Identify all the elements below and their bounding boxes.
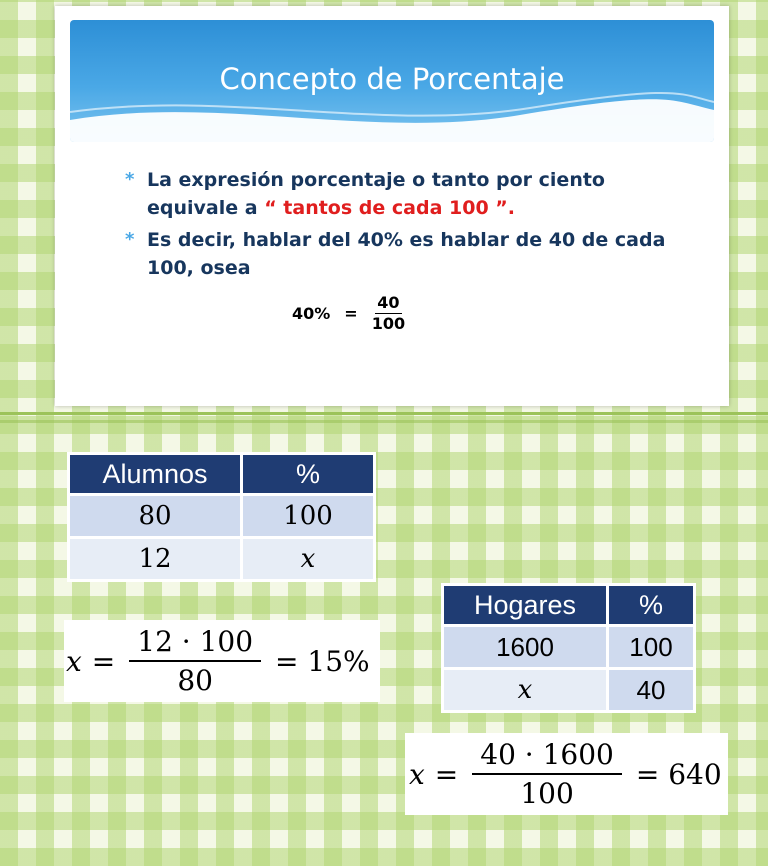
slide-title: Concepto de Porcentaje [219,62,565,96]
bullet-list [125,166,685,286]
table-cell: 100 [243,496,373,536]
table-cell: 1600 [444,627,606,667]
table-cell: 80 [70,496,240,536]
bullet-1-text: La expresión porcentaje o tanto por ciento equivale a [147,169,605,219]
formula-lhs: 40% [292,304,331,323]
table-cell: 40 [609,670,693,710]
fraction-denominator: 100 [371,314,406,333]
table-header: Hogares [444,586,606,624]
table-cell: x [444,670,606,710]
eq1-denominator: 80 [177,664,213,697]
equation-2 [405,733,728,815]
table-alumnos [67,452,376,582]
table-header: % [609,586,693,624]
fraction-numerator: 40 [377,293,400,312]
eq2-variable: x [409,757,425,791]
eq2-result: = 640 [635,757,722,791]
slide-card [55,6,729,406]
bullet-star-icon: * [125,229,135,250]
table-cell: x [243,539,373,579]
eq2-denominator: 100 [520,777,574,810]
bullet-item-1 [125,166,685,222]
bullet-1-highlight: “ tantos de cada 100 ”. [264,197,515,219]
title-banner [70,20,714,142]
eq1-equals: = [91,644,116,678]
divider-line [0,412,768,415]
eq2-numerator: 40 · 1600 [472,738,622,775]
table-header: Alumnos [70,455,240,493]
formula-fraction [372,293,405,334]
table-hogares [441,583,696,713]
eq1-fraction [129,625,261,697]
equation-1 [64,620,380,702]
bullet-star-icon: * [125,169,135,190]
bullet-item-2 [125,226,685,282]
divider-line [0,420,768,423]
table-header: % [243,455,373,493]
eq1-numerator: 12 · 100 [129,625,261,662]
formula-equals: = [344,304,358,323]
table-cell: 12 [70,539,240,579]
eq2-equals: = [434,757,459,791]
table-cell: 100 [609,627,693,667]
eq1-result: = 15% [275,644,370,678]
percent-formula [292,293,405,334]
eq1-variable: x [66,644,82,678]
bullet-2-text: Es decir, hablar del 40% es hablar de 40 de cada 100, osea [147,229,666,279]
eq2-fraction [472,738,622,810]
